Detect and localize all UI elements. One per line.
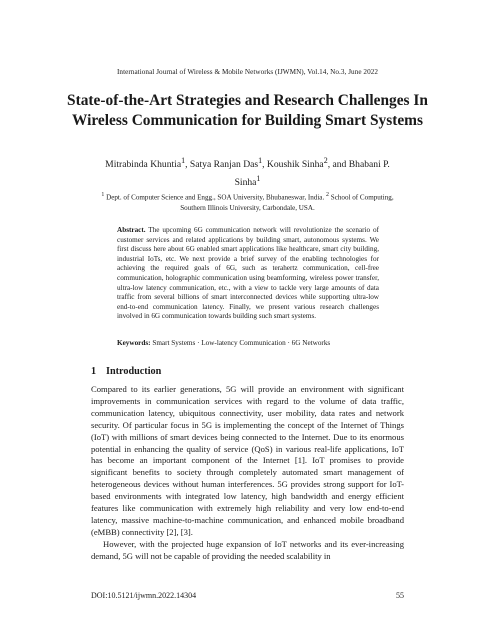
author-name: Bhabani P. Sinha [234,159,390,188]
affil-mark: 2 [326,192,329,198]
author-affil-mark: 1 [258,156,263,165]
author-name: Mitrabinda Khuntia [105,159,182,171]
page-number: 55 [396,591,404,600]
abstract-text: The upcoming 6G communication network will revolutionize the scenario of customer services and related applications by building smart, autonomous systems. We first discuss here about 6G enabled smart applications like healthcare, smart city building, industrial IoTs, etc. We next provide a brief survey of the enabling technologies for achieving the required goals of 6G, such as terahertz communication, cell-free communication, holographic communication using beamforming, wireless power transfer, ultra-low latency communication, etc., with a view to tackle very large amounts of data traffic from several billions of smart interconnected devices while supporting ultra-low end-to-end communication latency. Finally, we present various research challenges involved in 6G communication towards building such smart systems. [117,226,379,321]
keywords-label: Keywords: [117,339,151,347]
journal-header: International Journal of Wireless & Mobile Networks (IJWMN), Vol.14, No.3, June 2022 [116,68,379,76]
author-name: Koushik Sinha [266,159,324,171]
section-number: 1 [91,366,97,377]
affiliation-text: School of Computing, Southern Illinois University, Carbondale, USA. [180,193,394,212]
author-affil-mark: 2 [323,156,328,165]
paragraph: Compared to its earlier generations, 5G will provide an environment with significant improvements in communication services with regard to the volume of data traffic, communication latency, ubiquitous connectivity, user mobility, data rates and network security. Of particular focus in 5G is implementing the concept of the Internet of Things (IoT) with millions of smart devices being connected to the Internet. Due to its enormous potential in enhancing the quality of service (QoS) in various real-life applications, IoT has become an important component of the Internet [1]. IoT promises to provide significant benefits to society through completely automated smart management of heterogeneous devices without human interferences. 5G provides strong support for IoT-based environments with integrated low latency, high bandwidth and energy efficient features like communication with extremely high reliability and very low end-to-end latency, massive machine-to-machine communication, and enhanced mobile broadband (eMBB) connectivity [2], [3]. [91,384,404,537]
abstract-label: Abstract. [117,226,146,234]
keywords [117,339,379,349]
affiliations [95,190,400,213]
paper-title: State-of-the-Art Strategies and Research Challenges In Wireless Communication for Building Smart Systems [67,92,428,129]
keywords-text: Smart Systems · Low-latency Communication · 6G Networks [152,339,331,347]
affiliation-text: Dept. of Computer Science and Engg., SOA University, Bhubaneswar, India. [106,193,325,202]
author-name: Satya Ranjan Das [189,159,259,171]
section-heading [91,366,411,377]
footer-doi: DOI:10.5121/ijwmn.2022.14304 [91,591,197,600]
section-body [91,384,404,563]
abstract [117,226,379,322]
section-title: Introduction [106,366,162,377]
author-affil-mark: 1 [181,156,186,165]
author-affil-mark: 1 [256,173,261,183]
author-list: Mitrabinda Khuntia$^1$, Satya Ranjan Das$^1$, Koushik Sinha$^2$, and Bhabani P. Sinha$^1$ [105,156,390,188]
affil-mark: 1 [101,192,105,198]
paragraph: However, with the projected huge expansion of IoT networks and its ever-increasing demand, 5G will not be capable of providing the needed scalability in [91,538,404,561]
